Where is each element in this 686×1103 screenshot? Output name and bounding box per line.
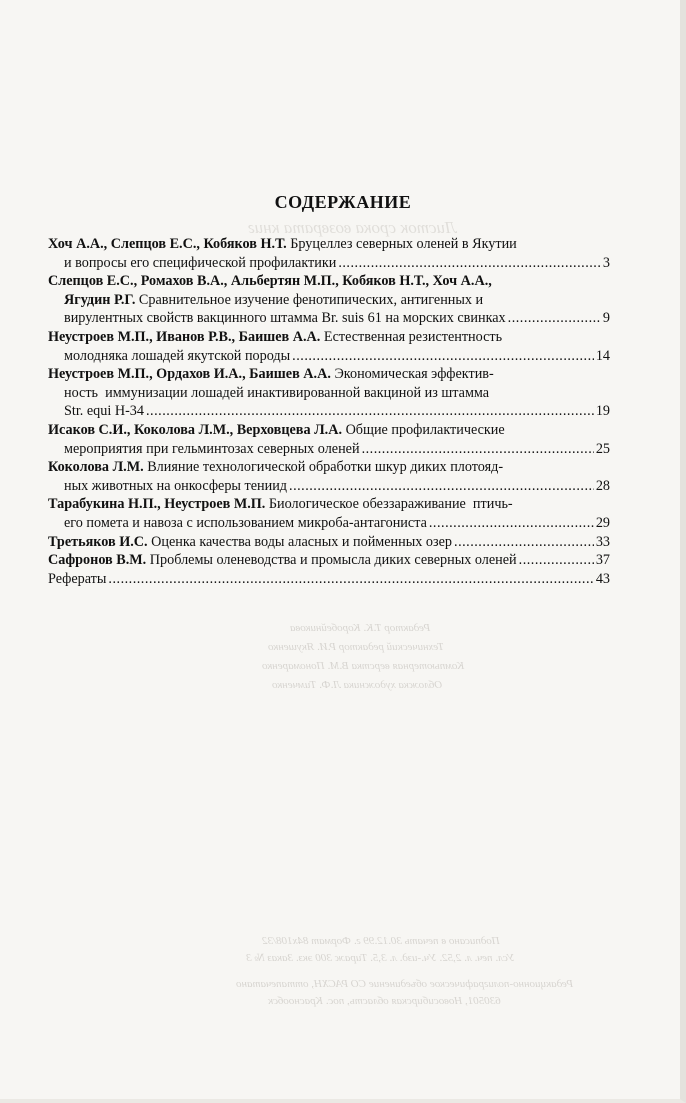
toc-authors: Коколова Л.М. xyxy=(48,459,144,476)
ghost-editor-line: Технический редактор Р.И. Якушенко xyxy=(268,641,444,653)
ghost-editor-line: Обложка художника Л.Ф. Тимченко xyxy=(272,679,443,691)
toc-title: его помета и навоза с использованием микроба-антагониста xyxy=(64,514,427,531)
toc-leader-dots xyxy=(519,551,594,570)
toc-entry xyxy=(48,365,610,421)
toc-leader-dots xyxy=(362,440,594,459)
toc-line-text xyxy=(48,533,452,552)
table-of-contents xyxy=(48,235,610,588)
toc-title: и вопросы его специфической профилактики xyxy=(64,254,337,271)
toc-entry xyxy=(48,328,610,365)
toc-authors: Неустроев М.П., Иванов Р.В., Баишев А.А. xyxy=(48,328,321,345)
toc-line xyxy=(48,402,610,421)
ghost-editor-line: Редактор Т.К. Коробейникова xyxy=(290,622,431,634)
toc-leader-dots xyxy=(454,533,594,552)
toc-line xyxy=(48,570,610,589)
toc-authors: Неустроев М.П., Ордахов И.А., Баишев А.А. xyxy=(48,366,331,383)
toc-title: мероприятия при гельминтозах северных оленей xyxy=(64,440,360,457)
toc-authors: Слепцов Е.С., Ромахов В.А., Альбертян М.П., Кобяков Н.Т., Хоч А.А., xyxy=(48,273,492,290)
toc-entry xyxy=(48,495,610,532)
toc-line xyxy=(48,254,610,273)
toc-line-text xyxy=(48,365,494,384)
ghost-top-text: Листок срока возврата книг xyxy=(248,218,457,237)
toc-line-text xyxy=(48,235,517,254)
ghost-imprint-line: Редакционно-полиграфическое объединение СО РАСХН, оттапечатано xyxy=(236,978,574,990)
toc-line xyxy=(48,495,610,514)
toc-line-text xyxy=(48,458,503,477)
toc-line xyxy=(48,440,610,459)
toc-line xyxy=(48,235,610,254)
ghost-imprint-line: Подписано в печать 30.12.99 г. Формат 84х108/32 xyxy=(262,935,500,947)
toc-authors: Ягудин Р.Г. xyxy=(64,291,136,308)
toc-line-text xyxy=(48,570,106,589)
toc-page-number: 14 xyxy=(595,347,610,364)
toc-page-number: 9 xyxy=(602,310,610,327)
toc-title: Экономическая эффектив- xyxy=(330,366,494,383)
page-title: СОДЕРЖАНИЕ xyxy=(274,192,412,212)
toc-page-number: 37 xyxy=(595,552,610,569)
toc-line-text xyxy=(64,347,290,366)
toc-leader-dots xyxy=(108,570,593,589)
toc-line xyxy=(48,458,610,477)
toc-line-text xyxy=(64,254,336,273)
ghost-imprint-line: 630501, Новосибирская область, пос. Краснообск xyxy=(268,995,501,1007)
toc-title: Естественная резистентность xyxy=(320,328,503,345)
toc-line-text xyxy=(48,495,513,514)
toc-title: ность иммунизации лошадей инактивированной вакциной из штамма xyxy=(64,384,490,401)
toc-line-text xyxy=(64,309,506,328)
toc-line-text xyxy=(64,402,144,421)
toc-line xyxy=(48,514,610,533)
toc-line xyxy=(48,533,610,552)
toc-title: Влияние технологической обработки шкур диких плотояд- xyxy=(143,459,504,476)
toc-line-text xyxy=(48,421,505,440)
toc-line xyxy=(48,384,610,403)
toc-title: вирулентных свойств вакцинного штамма Br. suis 61 на морских свинках xyxy=(64,310,506,327)
toc-entry xyxy=(48,570,610,589)
toc-title: Общие профилактические xyxy=(342,421,505,438)
toc-title: Биологическое обеззараживание птичь- xyxy=(265,496,513,513)
toc-page-number: 33 xyxy=(595,533,610,550)
toc-line xyxy=(48,421,610,440)
toc-page-number: 28 xyxy=(595,477,610,494)
toc-page-number: 19 xyxy=(595,403,610,420)
toc-line xyxy=(48,477,610,496)
toc-line-text xyxy=(64,440,360,459)
toc-page-number: 25 xyxy=(595,440,610,457)
toc-authors: Исаков С.И., Коколова Л.М., Верховцева Л.А. xyxy=(48,421,343,438)
toc-line-text xyxy=(48,272,492,291)
toc-page-number: 3 xyxy=(602,254,610,271)
toc-leader-dots xyxy=(146,402,594,421)
ghost-editor-line: Компьютерная верстка В.М. Пономаренко xyxy=(262,660,465,672)
toc-title: молодняка лошадей якутской породы xyxy=(64,347,291,364)
toc-line-text xyxy=(64,384,489,403)
toc-authors: Тарабукина Н.П., Неустроев М.П. xyxy=(48,496,266,513)
toc-line xyxy=(48,309,610,328)
toc-leader-dots xyxy=(429,514,594,533)
toc-title: Сравнительное изучение фенотипических, антигенных и xyxy=(135,291,484,308)
toc-line-text xyxy=(48,328,502,347)
toc-line-text xyxy=(64,477,287,496)
toc-line xyxy=(48,365,610,384)
toc-leader-dots xyxy=(338,254,601,273)
toc-title: ных животных на онкосферы тениид xyxy=(64,477,288,494)
toc-entry xyxy=(48,458,610,495)
toc-line-text xyxy=(48,551,517,570)
toc-authors: Хоч А.А., Слепцов Е.С., Кобяков Н.Т. xyxy=(48,236,287,252)
toc-leader-dots xyxy=(508,309,601,328)
toc-title: Оценка качества воды аласных и пойменных озер xyxy=(147,533,453,550)
toc-title: Бруцеллез северных оленей в Якутии xyxy=(286,236,517,252)
toc-entry xyxy=(48,272,610,328)
toc-leader-dots xyxy=(292,347,594,366)
toc-page-number: 29 xyxy=(595,514,610,531)
toc-line xyxy=(48,328,610,347)
toc-line-text xyxy=(64,514,427,533)
toc-line xyxy=(48,291,610,310)
toc-entry xyxy=(48,235,610,272)
toc-leader-dots xyxy=(289,477,594,496)
toc-line xyxy=(48,347,610,366)
toc-authors: Сафронов В.М. xyxy=(48,552,147,569)
toc-entry xyxy=(48,421,610,458)
toc-page-number: 43 xyxy=(595,570,610,587)
toc-title: Str. equi H-34 xyxy=(64,403,144,420)
toc-line-text xyxy=(64,291,483,310)
toc-authors: Третьяков И.С. xyxy=(48,533,148,550)
toc-entry xyxy=(48,533,610,552)
toc-line xyxy=(48,272,610,291)
ghost-imprint-line: Усл. печ. л. 2,52. Уч.-изд. л. 3,5. Тираж 300 экз. Заказ № 3 xyxy=(246,952,515,964)
toc-line xyxy=(48,551,610,570)
toc-entry xyxy=(48,551,610,570)
toc-title: Рефераты xyxy=(48,570,107,587)
toc-title: Проблемы оленеводства и промысла диких северных оленей xyxy=(146,552,517,569)
